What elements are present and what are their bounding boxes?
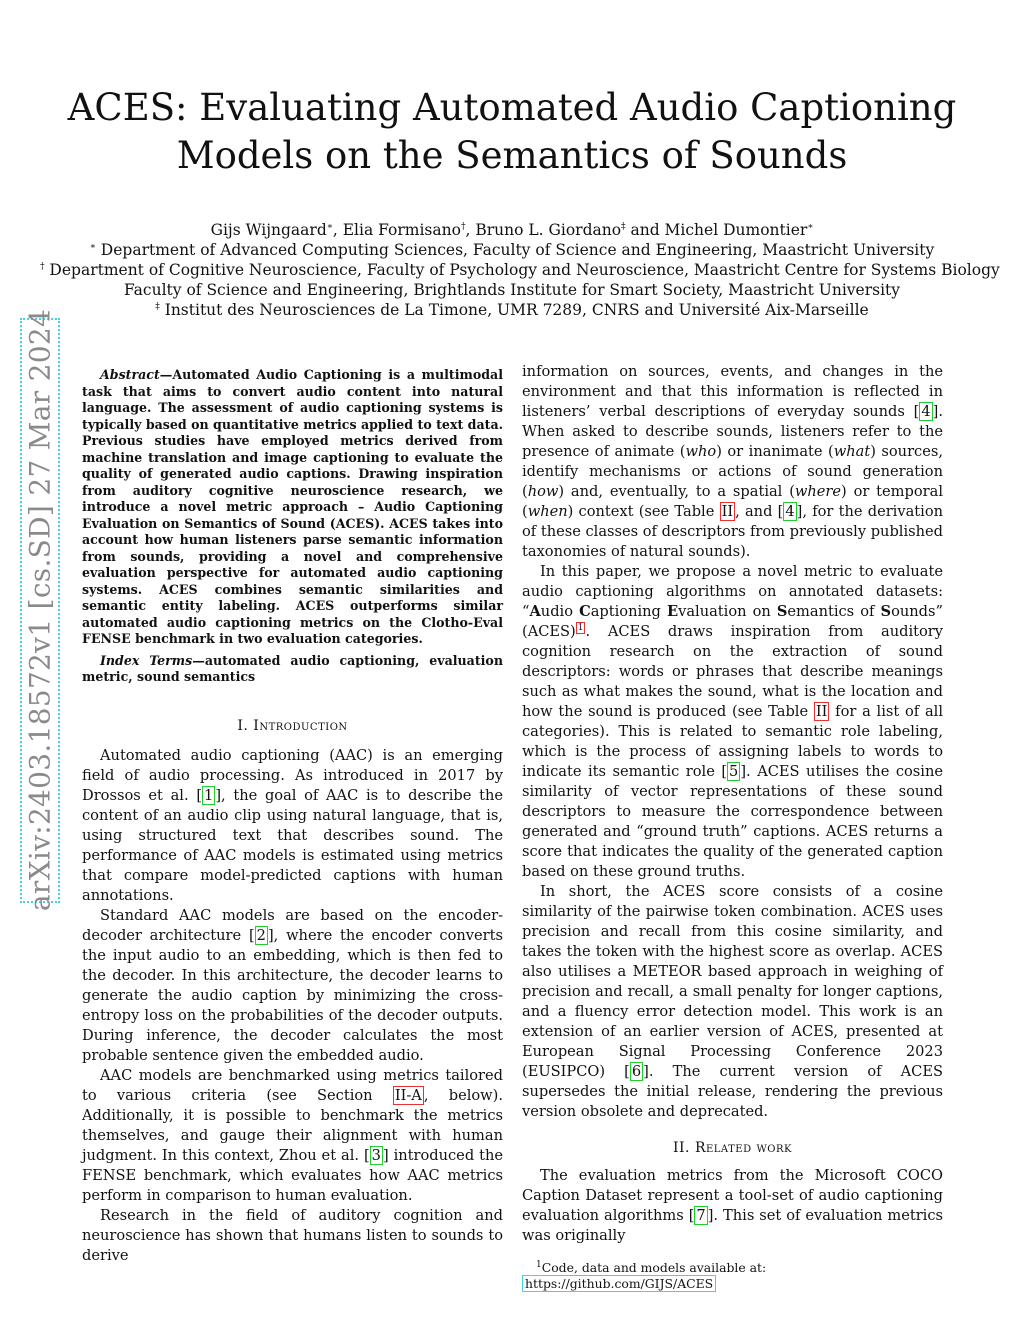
citation-link[interactable]: 7 (696, 1207, 706, 1224)
text-run: , below). Additionally, it is possible to benchmark the metrics themselves, and gauge their alignment with human judgment. In this context, Zhou et al. (82, 1086, 503, 1164)
arxiv-stamp-text: arXiv:2403.18572v1 [cs.SD] 27 Mar 2024 (23, 308, 57, 912)
section-heading-related-work (522, 1138, 943, 1158)
text-run: In this paper, we propose a novel metric to evaluate audio captioning algorithms on annotated datasets: “ (522, 563, 943, 620)
footnote-link[interactable]: 1 (577, 623, 584, 634)
text-run: The evaluation metrics from the Microsoft COCO Caption Dataset represent a tool-set of audio captioning evaluation algorithms (522, 1167, 943, 1224)
text-run: AAC models are benchmarked using metrics tailored to various criteria (see Section (82, 1066, 503, 1104)
affiliation-2 (40, 260, 1000, 280)
text-run: . ACES draws inspiration from auditory cognition research on the extraction of sound descriptors: words or phrases that describe meanings such as what makes the sound, what is the location and how the sound is produced (see Table (522, 623, 943, 720)
citation-link[interactable]: 3 (371, 1146, 381, 1164)
text-run: when (527, 503, 568, 520)
footnote-url-link[interactable]: https://github.com/GIJS/ACES (522, 1275, 716, 1292)
affiliation-text: Institut des Neurosciences de La Timone, UMR 7289, CNRS and Université Aix-Marseille (159, 301, 869, 319)
right-paragraph-3: In short, the ACES score consists of a cosine similarity of the pairwise token combination. ACES uses precision and recall from this cosine similarity, and takes the token with the highest score as overlap. ACES also utilises a METEOR based approach in weighing of precision and recall, a small penalty for longer captions, and a fluency error detection model. This work is an extension of an earlier version of ACES, presented at European Signal Processing Conference 2023 (EUSIPCO) [ 6 ]. The current version of ACES supersedes the initial release, rendering the previous version obsolete and deprecated. (522, 883, 943, 1120)
affiliation-1 (40, 240, 984, 260)
text-run: what (833, 443, 871, 460)
title-line-1: ACES: Evaluating Automated Audio Captioning (67, 86, 957, 129)
title-line-2: Models on the Semantics of Sounds (176, 134, 848, 177)
text-run: ounds” (ACES) (522, 603, 943, 640)
citation-link[interactable]: 4 (921, 403, 931, 420)
text-run: , for the derivation of these classes of descriptors from previously published taxonomies of natural sounds). (522, 503, 944, 560)
index-terms-text: —automated audio captioning, evaluation metric, sound semantics (82, 652, 503, 684)
affiliation-text: Department of Advanced Computing Sciences, Faculty of Science and Engineering, Maastricht University (95, 241, 935, 259)
text-run: ) and, eventually, to a spatial ( (558, 483, 795, 500)
text-run: . This set of evaluation metrics was originally (522, 1207, 944, 1244)
footnote (522, 1260, 943, 1292)
citation-link[interactable]: 6 (631, 1063, 642, 1080)
section-title: Related work (694, 1140, 793, 1156)
abstract-text: —Automated Audio Captioning is a multimodal task that aims to convert audio content into natural language. The assessment of audio captioning systems is typically based on quantitative metrics applied to text data. Previous studies have employed metrics derived from machine translation and image captioning to evaluate the quality of generated audio captions. Drawing inspiration from auditory cognitive neuroscience research, we introduce a novel metric approach – Audio Captioning Evaluation on Semantics of Sound (ACES). ACES takes into account how human listeners parse semantic information from sounds, providing a novel and comprehensive evaluation perspective for automated audio captioning systems. ACES combines semantic similarities and semantic entity labeling. ACES outperforms similar automated audio captioning metrics on the Clotho-Eval FENSE benchmark in two evaluation categories. (82, 367, 503, 646)
section-title: Introduction (253, 717, 348, 734)
section-number: I. (237, 717, 254, 734)
footnote-mark: 1 (536, 1259, 542, 1270)
text-run: , the goal of AAC is to describe the content of an audio clip using natural language, that is, using structured text that describes sound. The performance of AAC models is estimated using metrics that compare model-predicted captions with human annotations. (82, 786, 503, 904)
table-link[interactable]: II (721, 503, 734, 520)
text-run: emantics of (787, 603, 881, 620)
section-link[interactable]: II-A (394, 1086, 422, 1104)
author-separator: and (625, 221, 665, 239)
text-run: valuation on (678, 603, 777, 620)
citation-link[interactable]: 4 (785, 503, 795, 520)
index-terms (82, 653, 503, 686)
text-run: C (579, 603, 591, 620)
intro-paragraph-4: Research in the field of auditory cognition and neuroscience has shown that humans listen to sounds to derive (82, 1206, 503, 1264)
author-block (40, 220, 1000, 320)
intro-paragraph-3: AAC models are benchmarked using metrics tailored to various criteria (see Section II-A , below). Additionally, it is possible to benchmark the metrics themselves, and gauge their alignment with human judgment. In this context, Zhou et al. [ 3 ] introduced the FENSE benchmark, which evaluates how AAC metrics perform in comparison to human evaluation. (82, 1066, 503, 1204)
text-run: . The current version of ACES supersedes the initial release, rendering the previous version obsolete and deprecated. (522, 1063, 943, 1120)
section-number: II. (672, 1140, 695, 1156)
affiliation-text: Department of Cognitive Neuroscience, Faculty of Psychology and Neuroscience, Maastricht Centre for Systems Biology (44, 261, 1000, 279)
text-run: Automated audio captioning (AAC) is an emerging field of audio processing. As introduced in 2017 by Drossos et al. (82, 746, 503, 804)
affiliation-mark: † (40, 261, 45, 272)
author-name: Michel Dumontier (664, 221, 808, 239)
text-run: ) sources, identify mechanisms or actions of sound generation ( (522, 443, 943, 500)
author-mark: ∗ (326, 221, 333, 232)
author-list (40, 220, 984, 240)
right-paragraph-1: information on sources, events, and changes in the environment and that this information is reflected in listeners’ verbal descriptions of everyday sounds [ 4 ]. When asked to describe sounds, listeners refer to the presence of animate (who) or inanimate (what) sources, identify mechanisms or actions of sound generation (how) and, eventually, to a spatial (where) or temporal (when) context (see Table II , and [ 4 ], for the derivation of these classes of descriptors from previously published taxonomies of natural sounds). (522, 363, 944, 560)
citation-link[interactable]: 5 (729, 763, 739, 780)
author-separator: , (332, 221, 343, 239)
author-name: Bruno L. Giordano (475, 221, 622, 239)
paper-title (60, 84, 964, 180)
text-run: . ACES utilises the cosine similarity of vector representations of these sound descriptors to measure the correspondence between generated and “ground truth” captions. ACES returns a score that indicates the quality of the generated caption based on these ground truths. (522, 763, 943, 880)
text-run: E (666, 603, 679, 620)
author-mark: ‡ (621, 221, 626, 232)
author-name: Elia Formisano (342, 221, 461, 239)
intro-paragraph-1: Automated audio captioning (AAC) is an emerging field of audio processing. As introduced in 2017 by Drossos et al. [ 1 ], the goal of AAC is to describe the content of an audio clip using natural language, that is, using structured text that describes sound. The performance of AAC models is estimated using metrics that compare model-predicted captions with human annotations. (82, 746, 503, 904)
text-run: aptioning (590, 603, 667, 620)
text-run: , where the encoder converts the input audio to an embedding, which is then fed to the decoder. In this architecture, the decoder learns to generate the audio caption by minimizing the cross-entropy loss on the probabilities of the decoder outputs. During inference, the decoder calculates the most probable sentence given the embedded audio. (82, 926, 503, 1064)
index-terms-label: Index Terms (100, 652, 193, 668)
text-run: udio (540, 603, 580, 620)
author-mark: † (460, 221, 466, 232)
text-run: S (776, 603, 788, 620)
text-run: ) or inanimate ( (716, 443, 834, 460)
right-column (522, 362, 943, 1304)
text-run: A (529, 603, 541, 620)
text-run: ) or temporal ( (522, 483, 943, 520)
text-run: where (794, 483, 842, 500)
abstract-label: Abstract (100, 367, 160, 382)
text-run: information on sources, events, and changes in the environment and that this information is reflected in listeners’ verbal descriptions of everyday sounds (522, 363, 943, 420)
related-work-paragraph-1: The evaluation metrics from the Microsoft COCO Caption Dataset represent a tool-set of audio captioning evaluation algorithms [ 7 ]. This set of evaluation metrics was originally (522, 1167, 944, 1244)
text-run: In short, the ACES score consists of a cosine similarity of the pairwise token combination. ACES uses precision and recall from this cosine similarity, and takes the token with the highest score as overlap. ACES also utilises a METEOR based approach in weighing of precision and recall, a small penalty for longer captions, and a fluency error detection model. This work is an extension of an earlier version of ACES, presented at European Signal Processing Conference 2023 (EUSIPCO) (522, 883, 943, 1080)
affiliation-mark: ∗ (89, 241, 96, 252)
citation-link[interactable]: 1 (204, 786, 214, 804)
text-run: ) context (see Table (567, 503, 720, 520)
text-run: , and (735, 503, 778, 520)
text-run: introduced the FENSE benchmark, which evaluates how AAC metrics perform in comparison to human evaluation. (82, 1146, 503, 1204)
citation-link[interactable]: 2 (256, 926, 266, 944)
abstract (82, 367, 503, 648)
table-link[interactable]: II (815, 703, 828, 720)
intro-paragraph-2: Standard AAC models are based on the encoder-decoder architecture [ 2 ], where the encoder converts the input audio to an embedding, which is then fed to the decoder. In this architecture, the decoder learns to generate the audio caption by minimizing the cross-entropy loss on the probabilities of the decoder outputs. During inference, the decoder calculates the most probable sentence given the embedded audio. (82, 906, 503, 1064)
author-name: Gijs Wijngaard (210, 221, 327, 239)
affiliation-mark: ‡ (155, 301, 160, 312)
text-run: who (685, 443, 717, 460)
author-mark: ∗ (807, 221, 814, 232)
footnote-text: Code, data and models available at: (541, 1260, 767, 1275)
author-separator: , (465, 221, 476, 239)
section-heading-introduction (82, 716, 503, 736)
right-paragraph-2: In this paper, we propose a novel metric to evaluate audio captioning algorithms on annotated datasets: “Audio Captioning Evaluation on Semantics of Sounds” (ACES) $^1$ . ACES draws inspiration from auditory cognition research on the extraction of sound descriptors: words or phrases that describe meanings such as what makes the sound, what is the location and how the sound is produced (see Table II for a list of all categories). This is related to semantic role labeling, which is the process of assigning labels to words to indicate its semantic role [ 5 ]. ACES utilises the cosine similarity of vector representations of these sound descriptors to measure the correspondence between generated and “ground truth” captions. ACES returns a score that indicates the quality of the generated caption based on these ground truths. (522, 563, 943, 880)
text-run: . When asked to describe sounds, listeners refer to the presence of animate ( (522, 403, 943, 460)
text-run: how (527, 483, 559, 500)
left-column (82, 362, 503, 1266)
text-run: Standard AAC models are based on the encoder-decoder architecture (82, 906, 503, 944)
affiliation-2b: Faculty of Science and Engineering, Brightlands Institute for Smart Society, Maastricht University (123, 281, 901, 299)
arxiv-stamp (20, 308, 60, 912)
text-run: for a list of all categories). This is related to semantic role labeling, which is the process of assigning labels to words to indicate its semantic role (522, 703, 943, 780)
text-run: S (880, 603, 892, 620)
affiliation-3 (40, 300, 984, 320)
